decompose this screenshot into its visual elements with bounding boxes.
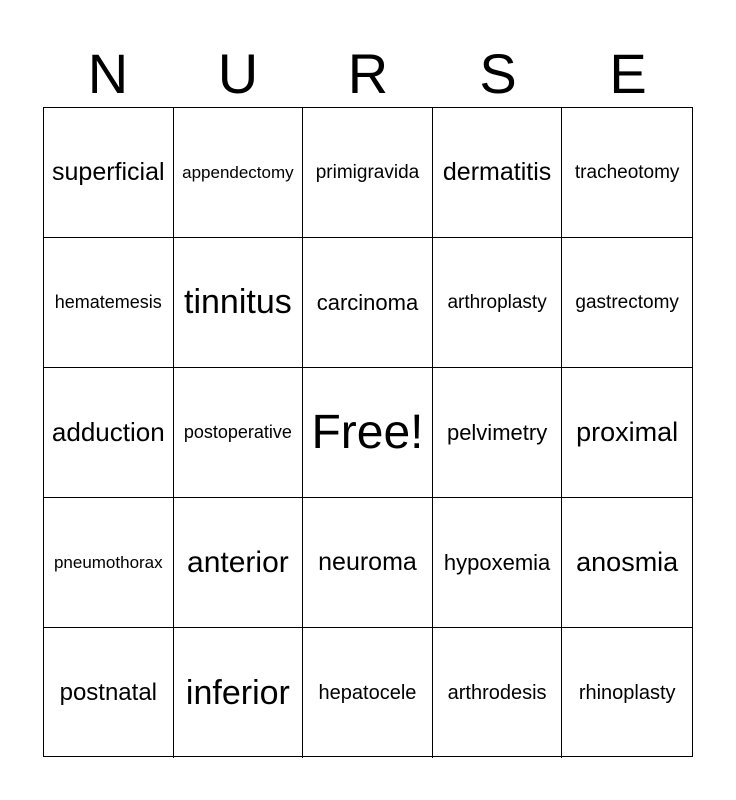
bingo-cell: hematemesis xyxy=(44,238,174,368)
bingo-cell: pneumothorax xyxy=(44,498,174,628)
bingo-cell: postoperative xyxy=(174,368,304,498)
board-row xyxy=(44,628,692,758)
bingo-cell: pelvimetry xyxy=(433,368,563,498)
bingo-cell: proximal xyxy=(562,368,692,498)
bingo-cell: primigravida xyxy=(303,108,433,238)
bingo-cell: dermatitis xyxy=(433,108,563,238)
bingo-cell: postnatal xyxy=(44,628,174,758)
bingo-cell: superficial xyxy=(44,108,174,238)
header-letter-e: E xyxy=(609,42,647,105)
bingo-cell: arthrodesis xyxy=(433,628,563,758)
bingo-cell: rhinoplasty xyxy=(578,681,676,704)
bingo-board xyxy=(43,107,693,757)
free-space-cell: Free! xyxy=(303,368,433,498)
bingo-cell: anterior xyxy=(174,498,304,628)
bingo-cell: gastrectomy xyxy=(562,238,692,368)
header-letter-r: R xyxy=(347,42,389,105)
bingo-cell: tinnitus xyxy=(174,238,304,368)
bingo-cell: anosmia xyxy=(562,498,692,628)
header-letter-n: N xyxy=(87,42,129,105)
header-letter-s: S xyxy=(479,42,517,105)
bingo-cell: adduction xyxy=(44,368,174,498)
bingo-cell: hypoxemia xyxy=(433,498,563,628)
board-row xyxy=(44,238,692,368)
bingo-cell: neuroma xyxy=(303,498,433,628)
bingo-cell: appendectomy xyxy=(174,108,304,238)
board-row xyxy=(44,108,692,238)
board-row xyxy=(44,368,692,498)
bingo-cell: tracheotomy xyxy=(562,108,692,238)
board-row xyxy=(44,498,692,628)
header-letter-u: U xyxy=(217,42,259,105)
bingo-cell: hepatocele xyxy=(303,628,433,758)
bingo-header xyxy=(43,40,693,108)
bingo-cell: arthroplasty xyxy=(433,238,563,368)
bingo-cell: inferior xyxy=(174,628,304,758)
bingo-cell: carcinoma xyxy=(303,238,433,368)
